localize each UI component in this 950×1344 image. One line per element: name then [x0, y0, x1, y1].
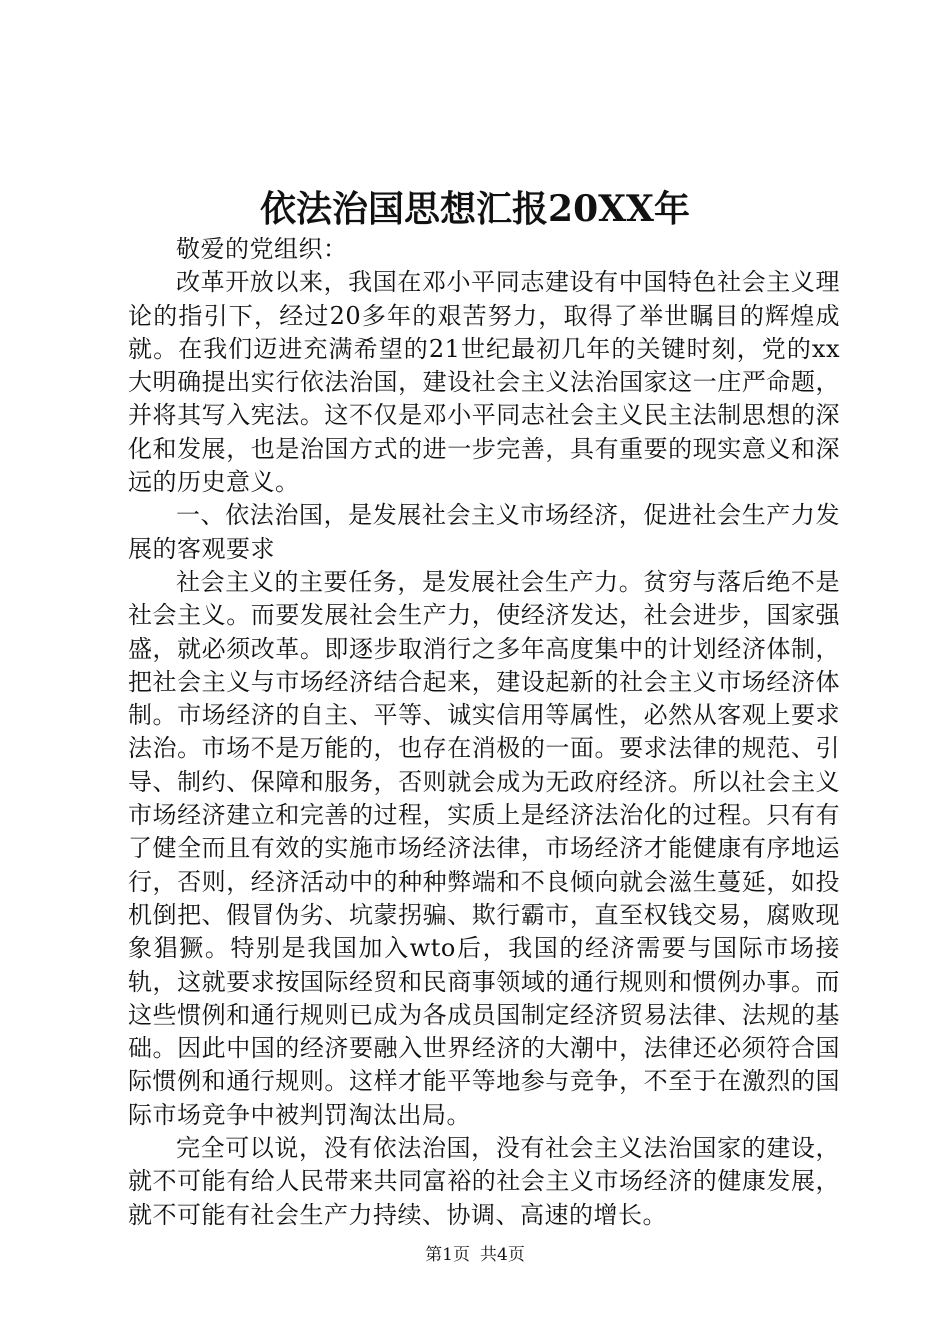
- section-heading-1: 一、依法治国，是发展社会主义市场经济，促进社会生产力发展的客观要求: [128, 501, 840, 563]
- salutation: 敬爱的党组织：: [176, 235, 348, 263]
- paragraph-intro: 改革开放以来，我国在邓小平同志建设有中国特色社会主义理论的指引下，经过20多年的艰苦努力，取得了举世瞩目的辉煌成就。在我们迈进充满希望的21世纪最初几年的关键时刻，党的xx大明确提出实行依法治国，建设社会主义法治国家这一庄严命题，并将其写入宪法。这不仅是邓小平同志社会主义民主法制思想的深化和发展，也是治国方式的进一步完善，具有重要的现实意义和深远的历史意义。: [128, 268, 840, 497]
- paragraph-conclusion: 完全可以说，没有依法治国，没有社会主义法治国家的建设，就不可能有给人民带来共同富裕的社会主义市场经济的健康发展，就不可能有社会生产力持续、协调、高速的增长。: [128, 1134, 840, 1229]
- page-footer: [0, 1244, 950, 1266]
- page-number: 第1页: [425, 1245, 470, 1265]
- paragraph-market-economy: 社会主义的主要任务，是发展社会生产力。贫穷与落后绝不是社会主义。而要发展社会生产力，使经济发达，社会进步，国家强盛，就必须改革。即逐步取消行之多年高度集中的计划经济体制，把社会主义与市场经济结合起来，建设起新的社会主义市场经济体制。市场经济的自主、平等、诚实信用等属性，必然从客观上要求法治。市场不是万能的，也存在消极的一面。要求法律的规范、引导、制约、保障和服务，否则就会成为无政府经济。所以社会主义市场经济建立和完善的过程，实质上是经济法治化的过程。只有有了健全而且有效的实施市场经济法律，市场经济才能健康有序地运行，否则，经济活动中的种种弊端和不良倾向就会滋生蔓延，如投机倒把、假冒伪劣、坑蒙拐骗、欺行霸市，直至权钱交易，腐败现象猖獗。特别是我国加入wto后，我国的经济需要与国际市场接轨，这就要求按国际经贸和民商事领域的通行规则和惯例办事。而这些惯例和通行规则已成为各成员国制定经济贸易法律、法规的基础。因此中国的经济要融入世界经济的大潮中，法律还必须符合国际惯例和通行规则。这样才能平等地参与竞争，不至于在激烈的国际市场竞争中被判罚淘汰出局。: [128, 567, 840, 1129]
- page-total: 共4页: [480, 1245, 525, 1265]
- document-title: 依法治国思想汇报20XX年: [260, 188, 690, 230]
- document-body: [128, 233, 840, 1232]
